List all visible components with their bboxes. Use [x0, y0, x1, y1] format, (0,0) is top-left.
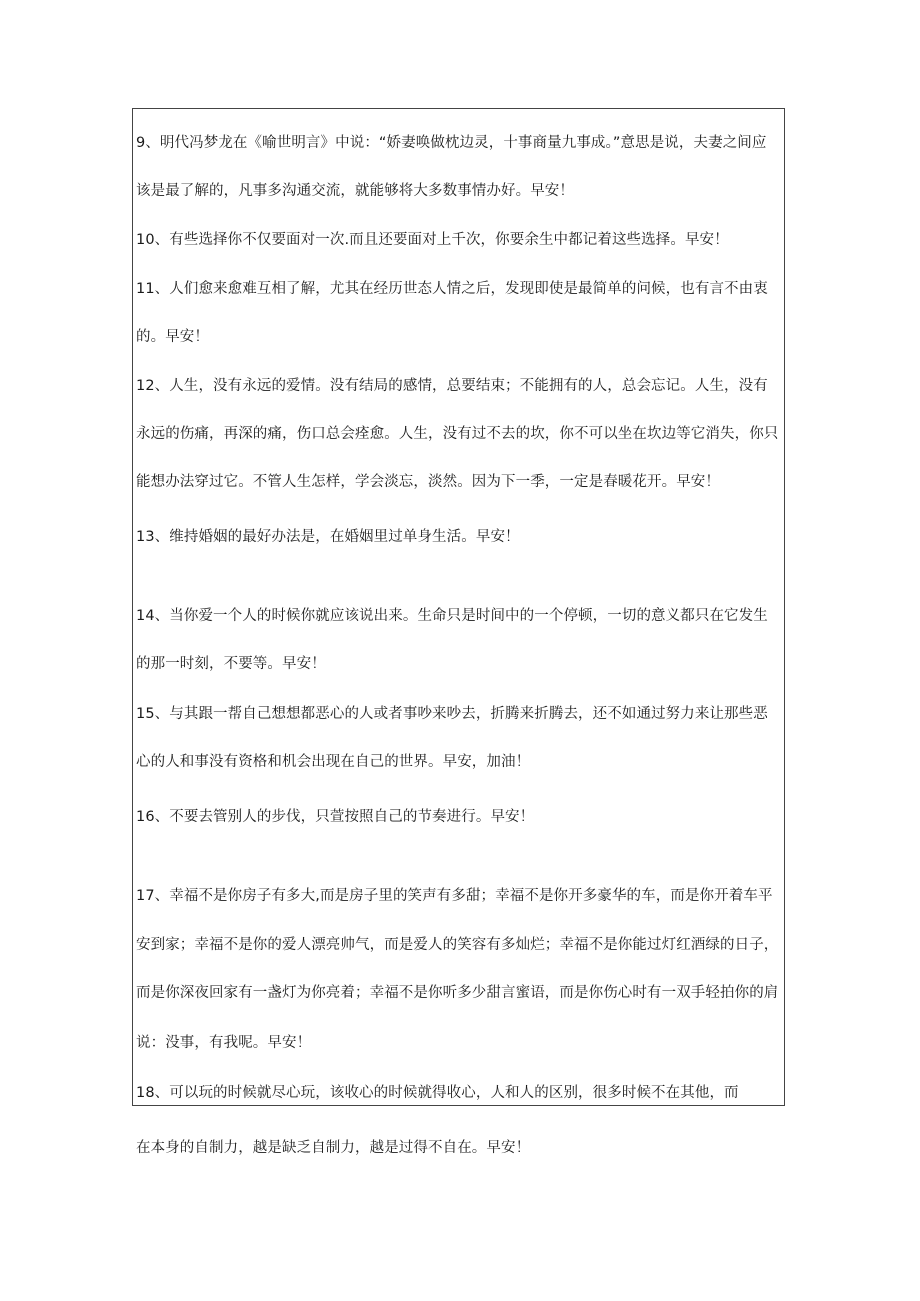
text-line-13: 心的人和事没有资格和机会出现在自己的世界。早安，加油！: [136, 754, 531, 770]
text-line-19: 18、可以玩的时候就尽心玩，该收心的时候就得收心，人和人的区别，很多时候不在其他，而: [136, 1085, 739, 1101]
text-line-20: 在本身的自制力，越是缺乏自制力，越是过得不自在。早安！: [136, 1140, 531, 1156]
text-line-8: 能想办法穿过它。不管人生怎样，学会淡忘，淡然。因为下一季，一定是春暖花开。早安！: [136, 474, 720, 490]
text-line-16: 安到家；幸福不是你的爱人漂亮帅气，而是爱人的笑容有多灿烂；幸福不是你能过灯红酒绿的日子，: [136, 937, 779, 953]
text-line-7: 永远的伤痛，再深的痛，伤口总会痊愈。人生，没有过不去的坎，你不可以坐在坎边等它消失，你只: [136, 426, 779, 442]
text-line-6: 12、人生，没有永远的爱情。没有结局的感情，总要结束；不能拥有的人，总会忘记。人生，没有: [136, 378, 768, 394]
text-line-1: 9、明代冯梦龙在《喻世明言》中说：“娇妻唤做枕边灵，十事商量九事成。”意思是说，夫妻之间应: [136, 135, 767, 151]
text-line-4: 11、人们愈来愈难互相了解，尤其在经历世态人情之后，发现即使是最简单的问候，也有言不由衷: [136, 281, 768, 297]
text-line-11: 的那一时刻，不要等。早安！: [136, 656, 326, 672]
text-line-5: 的。早安！: [136, 329, 209, 345]
text-line-18: 说：没事，有我呢。早安！: [136, 1035, 312, 1051]
text-line-14: 16、不要去管别人的步伐，只萱按照自己的节奏进行。早安！: [136, 809, 535, 825]
text-line-2: 该是最了解的，凡事多沟通交流，就能够将大多数事情办好。早安！: [136, 183, 574, 199]
text-line-3: 10、有些选择你不仅要面对一次.而且还要面对上千次，你要余生中都记着这些选择。早安！: [136, 232, 729, 248]
text-line-9: 13、维持婚姻的最好办法是，在婚姻里过单身生活。早安！: [136, 529, 520, 545]
text-line-17: 而是你深夜回家有一盏灯为你亮着；幸福不是你听多少甜言蜜语，而是你伤心时有一双手轻拍你的肩: [136, 985, 779, 1001]
text-line-12: 15、与其跟一帮自己想想都恶心的人或者事吵来吵去，折腾来折腾去，还不如通过努力来让那些恶: [136, 706, 768, 722]
text-line-15: 17、幸福不是你房子有多大,而是房子里的笑声有多甜；幸福不是你开多豪华的车，而是你开着车平: [136, 888, 773, 904]
text-line-10: 14、当你爱一个人的时候你就应该说出来。生命只是时间中的一个停顿，一切的意义都只在它发生: [136, 608, 768, 624]
